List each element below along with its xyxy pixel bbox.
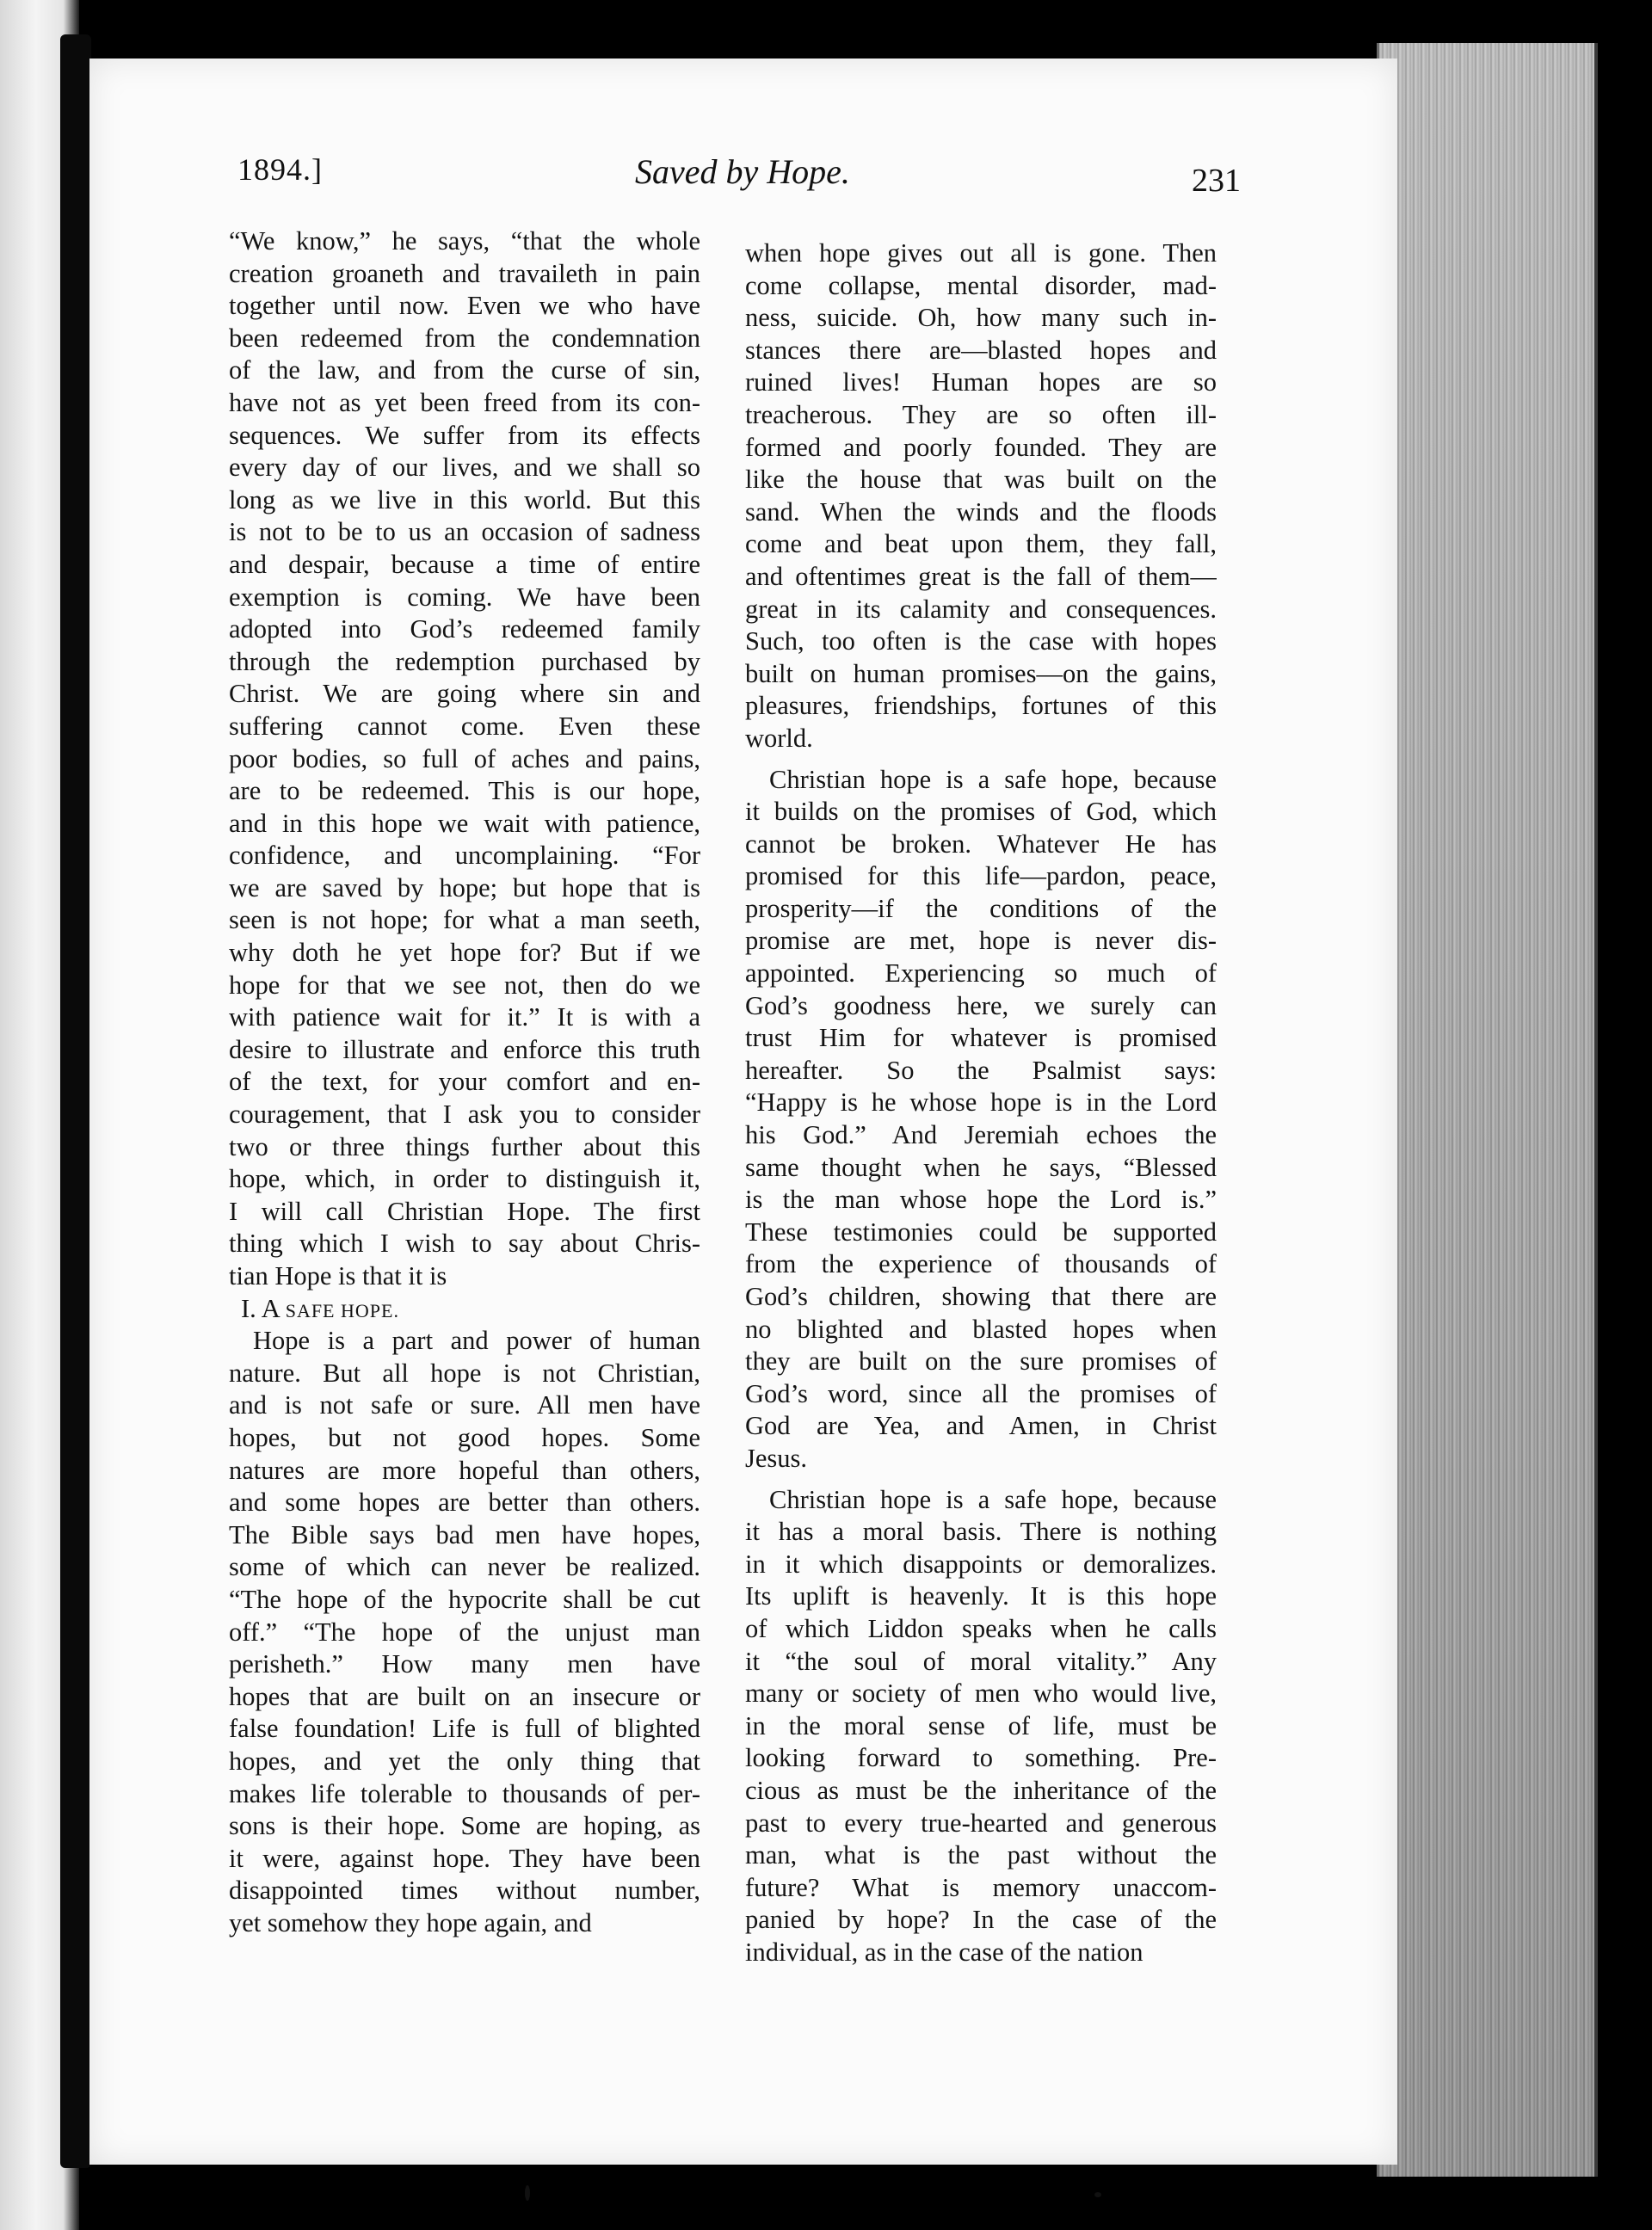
text-line: when hope gives out all is gone. Then: [745, 238, 1217, 268]
section-heading-numeral: I. A: [241, 1293, 280, 1323]
text-line: it has a moral basis. There is nothing: [745, 1517, 1217, 1547]
text-line: hopes, but not good hopes. Some: [229, 1422, 700, 1452]
text-line: man, what is the past without the: [745, 1840, 1217, 1870]
text-line: hope for that we see not, then do we: [229, 970, 700, 1000]
text-line: hereafter. So the Psalmist says:: [745, 1055, 1217, 1085]
text-line: “We know,” he says, “that the whole: [229, 226, 700, 256]
text-line: poor bodies, so full of aches and pains,: [229, 743, 700, 773]
text-line: God are Yea, and Amen, in Christ: [745, 1411, 1217, 1441]
text-line: it builds on the promises of God, which: [745, 797, 1217, 827]
text-line: some of which can never be realized.: [229, 1552, 700, 1582]
text-line: two or three things further about this: [229, 1131, 700, 1161]
text-line: great in its calamity and consequences.: [745, 594, 1217, 624]
text-line: world.: [745, 723, 813, 753]
text-line: come collapse, mental disorder, mad-: [745, 270, 1217, 300]
text-line: come and beat upon them, they fall,: [745, 529, 1217, 559]
text-line: been redeemed from the condemnation: [229, 323, 700, 353]
text-line: is not to be to us an occasion of sadness: [229, 517, 700, 547]
text-line: God’s children, showing that there are: [745, 1282, 1217, 1311]
text-line: sand. When the winds and the floods: [745, 496, 1217, 527]
page-number: 231: [1192, 163, 1241, 199]
right-column: [745, 237, 1217, 1968]
text-line: from the experience of thousands of: [745, 1249, 1217, 1279]
text-line: looking forward to something. Pre-: [745, 1743, 1217, 1773]
text-line: Jesus.: [745, 1443, 808, 1473]
text-line: with patience wait for it.” It is with a: [229, 1002, 700, 1032]
header-year: 1894.]: [237, 152, 323, 187]
text-line: Christ. We are going where sin and: [229, 679, 700, 709]
text-line: natures are more hopeful than others,: [229, 1455, 700, 1485]
text-line: of the text, for your comfort and en-: [229, 1067, 700, 1097]
text-line: panied by hope? In the case of the: [745, 1905, 1217, 1935]
right-paragraph-2: [745, 764, 1217, 1475]
text-line: together until now. Even we who have: [229, 291, 700, 321]
text-line: God’s word, since all the promises of: [745, 1378, 1217, 1408]
left-paragraph-2: [229, 1325, 700, 1939]
text-line: promised for this life—pardon, peace,: [745, 861, 1217, 891]
text-line: sons is their hope. Some are hoping, as: [229, 1811, 700, 1841]
text-line: The Bible says bad men have hopes,: [229, 1519, 700, 1549]
text-line: individual, as in the case of the nation: [745, 1937, 1143, 1967]
text-line: built on human promises—on the gains,: [745, 658, 1217, 688]
right-paragraph-3: [745, 1484, 1217, 1969]
text-line: it were, against hope. They have been: [229, 1843, 700, 1873]
text-line: of which Liddon speaks when he calls: [745, 1613, 1217, 1643]
text-line: Its uplift is heavenly. It is this hope: [745, 1581, 1217, 1611]
text-line: and is not safe or sure. All men have: [229, 1390, 700, 1420]
right-paragraph-1: [745, 237, 1217, 755]
text-line: disappointed times without number,: [229, 1876, 700, 1906]
text-line: stances there are—blasted hopes and: [745, 335, 1217, 365]
text-line: ness, suicide. Oh, how many such in-: [745, 303, 1217, 333]
text-line: every day of our lives, and we shall so: [229, 453, 700, 483]
text-line: have not as yet been freed from its con-: [229, 387, 700, 417]
text-line: ruined lives! Human hopes are so: [745, 367, 1217, 397]
text-line: many or society of men who would live,: [745, 1679, 1217, 1709]
text-line: is the man whose hope the Lord is.”: [745, 1185, 1217, 1215]
text-line: Christian hope is a safe hope, because: [769, 1484, 1217, 1514]
text-line: God’s goodness here, we surely can: [745, 990, 1217, 1020]
text-line: “Happy is he whose hope is in the Lord: [745, 1087, 1217, 1118]
text-line: and despair, because a time of entire: [229, 549, 700, 579]
text-line: Such, too often is the case with hopes: [745, 626, 1217, 656]
book-gutter: [60, 34, 91, 2168]
text-line: hopes, and yet the only thing that: [229, 1746, 700, 1776]
text-line: seen is not hope; for what a man seeth,: [229, 905, 700, 935]
text-line: makes life tolerable to thousands of per-: [229, 1778, 700, 1808]
header-title: Saved by Hope.: [635, 152, 850, 191]
text-line: his God.” And Jeremiah echoes the: [745, 1120, 1217, 1150]
text-line: creation groaneth and travaileth in pain: [229, 258, 700, 288]
text-line: same thought when he says, “Blessed: [745, 1152, 1217, 1182]
text-line: in the moral sense of life, must be: [745, 1710, 1217, 1740]
text-line: long as we live in this world. But this: [229, 484, 700, 514]
text-line: in it which disappoints or demoralizes.: [745, 1549, 1217, 1579]
text-line: appointed. Experiencing so much of: [745, 958, 1217, 989]
text-line: hopes that are built on an insecure or: [229, 1681, 700, 1711]
text-line: thing which I wish to say about Chris-: [229, 1229, 700, 1259]
book-page-edges: [1377, 43, 1598, 2177]
text-line: through the redemption purchased by: [229, 646, 700, 676]
text-line: no blighted and blasted hopes when: [745, 1314, 1217, 1344]
text-line: perisheth.” How many men have: [229, 1649, 700, 1679]
text-line: future? What is memory unaccom-: [745, 1872, 1217, 1902]
text-line: tian Hope is that it is: [229, 1261, 447, 1291]
section-heading: [229, 1293, 700, 1326]
text-line: pleasures, friendships, fortunes of this: [745, 691, 1217, 721]
text-line: suffering cannot come. Even these: [229, 711, 700, 741]
text-line: false foundation! Life is full of blighted: [229, 1714, 700, 1744]
text-line: and some hopes are better than others.: [229, 1488, 700, 1518]
text-line: formed and poorly founded. They are: [745, 432, 1217, 462]
text-line: Christian hope is a safe hope, because: [769, 764, 1217, 794]
text-line: confidence, and uncomplaining. “For: [229, 841, 700, 871]
text-line: off.” “The hope of the unjust man: [229, 1617, 700, 1647]
text-line: “The hope of the hypocrite shall be cut: [229, 1584, 700, 1614]
text-line: sequences. We suffer from its effects: [229, 420, 700, 450]
text-line: These testimonies could be supported: [745, 1217, 1217, 1247]
text-line: cannot be broken. Whatever He has: [745, 829, 1217, 859]
text-line: prosperity—if the conditions of the: [745, 893, 1217, 923]
text-line: are to be redeemed. This is our hope,: [229, 776, 700, 806]
text-line: couragement, that I ask you to consider: [229, 1100, 700, 1130]
text-line: treacherous. They are so often ill-: [745, 399, 1217, 429]
text-line: past to every true-hearted and generous: [745, 1808, 1217, 1838]
text-line: nature. But all hope is not Christian,: [229, 1358, 700, 1388]
text-line: of the law, and from the curse of sin,: [229, 355, 700, 385]
text-line: why doth he yet hope for? But if we: [229, 938, 700, 968]
text-line: and oftentimes great is the fall of them—: [745, 561, 1217, 591]
text-line: exemption is coming. We have been: [229, 582, 700, 612]
text-line: it “the soul of moral vitality.” Any: [745, 1646, 1217, 1676]
text-line: hope, which, in order to distinguish it,: [229, 1164, 700, 1194]
text-line: yet somehow they hope again, and: [229, 1907, 592, 1937]
text-line: like the house that was built on the: [745, 465, 1217, 495]
text-line: cious as must be the inheritance of the: [745, 1775, 1217, 1805]
text-line: and in this hope we wait with patience,: [229, 808, 700, 838]
print-speck: [1094, 2192, 1101, 2197]
text-line: trust Him for whatever is promised: [745, 1023, 1217, 1053]
text-line: we are saved by hope; but hope that is: [229, 872, 700, 902]
running-header: [231, 151, 1241, 203]
text-line: adopted into God’s redeemed family: [229, 614, 700, 644]
text-line: they are built on the sure promises of: [745, 1346, 1217, 1377]
text-line: Hope is a part and power of human: [253, 1326, 700, 1356]
text-line: promise are met, hope is never dis-: [745, 926, 1217, 956]
left-column: [229, 225, 700, 1939]
print-speck: [525, 2185, 530, 2201]
text-line: desire to illustrate and enforce this truth: [229, 1034, 700, 1064]
left-paragraph-1: [229, 225, 700, 1293]
section-heading-text: SAFE HOPE.: [285, 1299, 399, 1321]
text-line: I will call Christian Hope. The first: [229, 1196, 700, 1226]
